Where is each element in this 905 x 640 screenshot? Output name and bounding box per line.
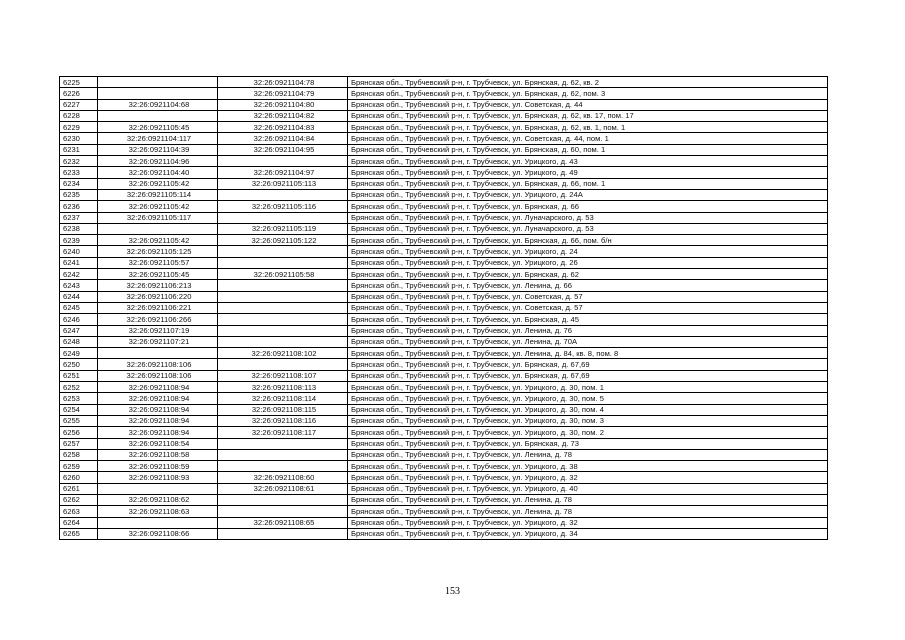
parent-cadastral-number-cell: 32:26:0921108:94 <box>98 404 218 415</box>
table-row <box>60 302 828 313</box>
address-cell: Брянская обл., Трубчевский р-н, г. Трубчевск, ул. Ленина, д. 66 <box>348 280 828 291</box>
row-number-cell: 6259 <box>60 461 98 472</box>
address-cell: Брянская обл., Трубчевский р-н, г. Трубчевск, ул. Урицкого, д. 43 <box>348 156 828 167</box>
object-cadastral-number-cell <box>218 257 348 268</box>
row-number-cell: 6230 <box>60 133 98 144</box>
object-cadastral-number-cell <box>218 449 348 460</box>
table-row <box>60 133 828 144</box>
address-cell: Брянская обл., Трубчевский р-н, г. Трубчевск, ул. Брянская, д. 67,69 <box>348 370 828 381</box>
address-cell: Брянская обл., Трубчевский р-н, г. Трубчевск, ул. Урицкого, д. 24 <box>348 246 828 257</box>
parent-cadastral-number-cell: 32:26:0921108:54 <box>98 438 218 449</box>
address-cell: Брянская обл., Трубчевский р-н, г. Трубчевск, ул. Луначарского, д. 53 <box>348 223 828 234</box>
parent-cadastral-number-cell: 32:26:0921105:45 <box>98 269 218 280</box>
table-row <box>60 77 828 88</box>
row-number-cell: 6236 <box>60 201 98 212</box>
parent-cadastral-number-cell: 32:26:0921108:106 <box>98 370 218 381</box>
object-cadastral-number-cell: 32:26:0921104:80 <box>218 99 348 110</box>
address-cell: Брянская обл., Трубчевский р-н, г. Трубчевск, ул. Брянская, д. 66 <box>348 201 828 212</box>
parent-cadastral-number-cell <box>98 88 218 99</box>
table-row <box>60 506 828 517</box>
parent-cadastral-number-cell: 32:26:0921104:96 <box>98 156 218 167</box>
row-number-cell: 6225 <box>60 77 98 88</box>
parent-cadastral-number-cell: 32:26:0921108:106 <box>98 359 218 370</box>
row-number-cell: 6240 <box>60 246 98 257</box>
parent-cadastral-number-cell: 32:26:0921107:19 <box>98 325 218 336</box>
address-cell: Брянская обл., Трубчевский р-н, г. Трубчевск, ул. Брянская, д. 62, кв. 1, пом. 1 <box>348 122 828 133</box>
object-cadastral-number-cell <box>218 212 348 223</box>
address-cell: Брянская обл., Трубчевский р-н, г. Трубчевск, ул. Брянская, д. 60, пом. 1 <box>348 144 828 155</box>
table-row <box>60 246 828 257</box>
address-cell: Брянская обл., Трубчевский р-н, г. Трубчевск, ул. Урицкого, д. 49 <box>348 167 828 178</box>
table-row <box>60 88 828 99</box>
parent-cadastral-number-cell <box>98 77 218 88</box>
table-row <box>60 494 828 505</box>
table-row <box>60 483 828 494</box>
table-row <box>60 348 828 359</box>
row-number-cell: 6260 <box>60 472 98 483</box>
row-number-cell: 6228 <box>60 110 98 121</box>
row-number-cell: 6232 <box>60 156 98 167</box>
parent-cadastral-number-cell: 32:26:0921108:94 <box>98 415 218 426</box>
address-cell: Брянская обл., Трубчевский р-н, г. Трубчевск, ул. Урицкого, д. 40 <box>348 483 828 494</box>
row-number-cell: 6243 <box>60 280 98 291</box>
address-cell: Брянская обл., Трубчевский р-н, г. Трубчевск, ул. Советская, д. 57 <box>348 291 828 302</box>
address-cell: Брянская обл., Трубчевский р-н, г. Трубчевск, ул. Урицкого, д. 30, пом. 5 <box>348 393 828 404</box>
table-row <box>60 382 828 393</box>
object-cadastral-number-cell: 32:26:0921105:113 <box>218 178 348 189</box>
table-row <box>60 336 828 347</box>
parent-cadastral-number-cell: 32:26:0921106:266 <box>98 314 218 325</box>
parent-cadastral-number-cell: 32:26:0921106:213 <box>98 280 218 291</box>
address-cell: Брянская обл., Трубчевский р-н, г. Трубчевск, ул. Ленина, д. 78 <box>348 506 828 517</box>
table-row <box>60 99 828 110</box>
address-cell: Брянская обл., Трубчевский р-н, г. Трубчевск, ул. Ленина, д. 78 <box>348 494 828 505</box>
object-cadastral-number-cell <box>218 506 348 517</box>
address-cell: Брянская обл., Трубчевский р-н, г. Трубчевск, ул. Советская, д. 57 <box>348 302 828 313</box>
table-body <box>60 77 828 540</box>
table-row <box>60 449 828 460</box>
object-cadastral-number-cell: 32:26:0921108:107 <box>218 370 348 381</box>
parent-cadastral-number-cell <box>98 517 218 528</box>
table-row <box>60 461 828 472</box>
object-cadastral-number-cell <box>218 336 348 347</box>
object-cadastral-number-cell: 32:26:0921104:97 <box>218 167 348 178</box>
row-number-cell: 6237 <box>60 212 98 223</box>
object-cadastral-number-cell <box>218 359 348 370</box>
object-cadastral-number-cell: 32:26:0921108:117 <box>218 427 348 438</box>
object-cadastral-number-cell: 32:26:0921105:119 <box>218 223 348 234</box>
parent-cadastral-number-cell: 32:26:0921108:94 <box>98 393 218 404</box>
object-cadastral-number-cell <box>218 189 348 200</box>
object-cadastral-number-cell <box>218 302 348 313</box>
parent-cadastral-number-cell: 32:26:0921105:125 <box>98 246 218 257</box>
table-row <box>60 212 828 223</box>
table-row <box>60 257 828 268</box>
parent-cadastral-number-cell <box>98 110 218 121</box>
object-cadastral-number-cell: 32:26:0921108:115 <box>218 404 348 415</box>
address-cell: Брянская обл., Трубчевский р-н, г. Трубчевск, ул. Урицкого, д. 26 <box>348 257 828 268</box>
parent-cadastral-number-cell: 32:26:0921108:94 <box>98 427 218 438</box>
table-row <box>60 291 828 302</box>
table-row <box>60 404 828 415</box>
row-number-cell: 6248 <box>60 336 98 347</box>
table-row <box>60 325 828 336</box>
parent-cadastral-number-cell: 32:26:0921108:58 <box>98 449 218 460</box>
address-cell: Брянская обл., Трубчевский р-н, г. Трубчевск, ул. Брянская, д. 62 <box>348 269 828 280</box>
row-number-cell: 6231 <box>60 144 98 155</box>
address-cell: Брянская обл., Трубчевский р-н, г. Трубчевск, ул. Урицкого, д. 38 <box>348 461 828 472</box>
table-row <box>60 472 828 483</box>
page-number: 153 <box>445 586 460 597</box>
row-number-cell: 6238 <box>60 223 98 234</box>
object-cadastral-number-cell <box>218 246 348 257</box>
address-cell: Брянская обл., Трубчевский р-н, г. Трубчевск, ул. Урицкого, д. 32 <box>348 472 828 483</box>
row-number-cell: 6251 <box>60 370 98 381</box>
object-cadastral-number-cell <box>218 325 348 336</box>
row-number-cell: 6255 <box>60 415 98 426</box>
address-cell: Брянская обл., Трубчевский р-н, г. Трубчевск, ул. Брянская, д. 45 <box>348 314 828 325</box>
row-number-cell: 6250 <box>60 359 98 370</box>
object-cadastral-number-cell: 32:26:0921108:116 <box>218 415 348 426</box>
row-number-cell: 6252 <box>60 382 98 393</box>
parent-cadastral-number-cell <box>98 348 218 359</box>
row-number-cell: 6244 <box>60 291 98 302</box>
parent-cadastral-number-cell: 32:26:0921108:59 <box>98 461 218 472</box>
address-cell: Брянская обл., Трубчевский р-н, г. Трубчевск, ул. Урицкого, д. 24А <box>348 189 828 200</box>
address-cell: Брянская обл., Трубчевский р-н, г. Трубчевск, ул. Советская, д. 44, пом. 1 <box>348 133 828 144</box>
address-cell: Брянская обл., Трубчевский р-н, г. Трубчевск, ул. Ленина, д. 76 <box>348 325 828 336</box>
row-number-cell: 6245 <box>60 302 98 313</box>
row-number-cell: 6258 <box>60 449 98 460</box>
row-number-cell: 6262 <box>60 494 98 505</box>
row-number-cell: 6246 <box>60 314 98 325</box>
parent-cadastral-number-cell: 32:26:0921104:68 <box>98 99 218 110</box>
address-cell: Брянская обл., Трубчевский р-н, г. Трубчевск, ул. Урицкого, д. 30, пом. 2 <box>348 427 828 438</box>
object-cadastral-number-cell: 32:26:0921108:61 <box>218 483 348 494</box>
address-cell: Брянская обл., Трубчевский р-н, г. Трубчевск, ул. Брянская, д. 73 <box>348 438 828 449</box>
parent-cadastral-number-cell: 32:26:0921105:117 <box>98 212 218 223</box>
parent-cadastral-number-cell: 32:26:0921108:93 <box>98 472 218 483</box>
address-cell: Брянская обл., Трубчевский р-н, г. Трубчевск, ул. Советская, д. 44 <box>348 99 828 110</box>
address-cell: Брянская обл., Трубчевский р-н, г. Трубчевск, ул. Урицкого, д. 30, пом. 1 <box>348 382 828 393</box>
table-row <box>60 156 828 167</box>
row-number-cell: 6235 <box>60 189 98 200</box>
table-row <box>60 144 828 155</box>
table-row <box>60 528 828 539</box>
object-cadastral-number-cell: 32:26:0921104:82 <box>218 110 348 121</box>
row-number-cell: 6264 <box>60 517 98 528</box>
object-cadastral-number-cell <box>218 528 348 539</box>
row-number-cell: 6239 <box>60 235 98 246</box>
table-row <box>60 178 828 189</box>
table-row <box>60 517 828 528</box>
object-cadastral-number-cell: 32:26:0921108:114 <box>218 393 348 404</box>
address-cell: Брянская обл., Трубчевский р-н, г. Трубчевск, ул. Брянская, д. 66, пом. б/н <box>348 235 828 246</box>
parent-cadastral-number-cell: 32:26:0921108:94 <box>98 382 218 393</box>
object-cadastral-number-cell: 32:26:0921108:65 <box>218 517 348 528</box>
parent-cadastral-number-cell: 32:26:0921105:114 <box>98 189 218 200</box>
address-cell: Брянская обл., Трубчевский р-н, г. Трубчевск, ул. Брянская, д. 67,69 <box>348 359 828 370</box>
table-row <box>60 201 828 212</box>
address-cell: Брянская обл., Трубчевский р-н, г. Трубчевск, ул. Ленина, д. 70А <box>348 336 828 347</box>
address-cell: Брянская обл., Трубчевский р-н, г. Трубчевск, ул. Луначарского, д. 53 <box>348 212 828 223</box>
address-cell: Брянская обл., Трубчевский р-н, г. Трубчевск, ул. Урицкого, д. 30, пом. 3 <box>348 415 828 426</box>
object-cadastral-number-cell <box>218 280 348 291</box>
address-cell: Брянская обл., Трубчевский р-н, г. Трубчевск, ул. Брянская, д. 62, кв. 17, пом. 17 <box>348 110 828 121</box>
parent-cadastral-number-cell: 32:26:0921104:39 <box>98 144 218 155</box>
table-row <box>60 269 828 280</box>
object-cadastral-number-cell: 32:26:0921105:122 <box>218 235 348 246</box>
table-row <box>60 415 828 426</box>
table-row <box>60 438 828 449</box>
row-number-cell: 6241 <box>60 257 98 268</box>
table-row <box>60 393 828 404</box>
object-cadastral-number-cell: 32:26:0921104:79 <box>218 88 348 99</box>
object-cadastral-number-cell: 32:26:0921104:78 <box>218 77 348 88</box>
cadastral-register-table <box>59 76 828 540</box>
address-cell: Брянская обл., Трубчевский р-н, г. Трубчевск, ул. Урицкого, д. 32 <box>348 517 828 528</box>
table-row <box>60 223 828 234</box>
row-number-cell: 6265 <box>60 528 98 539</box>
parent-cadastral-number-cell: 32:26:0921105:42 <box>98 201 218 212</box>
object-cadastral-number-cell: 32:26:0921108:102 <box>218 348 348 359</box>
address-cell: Брянская обл., Трубчевский р-н, г. Трубчевск, ул. Ленина, д. 78 <box>348 449 828 460</box>
row-number-cell: 6257 <box>60 438 98 449</box>
address-cell: Брянская обл., Трубчевский р-н, г. Трубчевск, ул. Брянская, д. 66, пом. 1 <box>348 178 828 189</box>
row-number-cell: 6227 <box>60 99 98 110</box>
parent-cadastral-number-cell: 32:26:0921106:220 <box>98 291 218 302</box>
address-cell: Брянская обл., Трубчевский р-н, г. Трубчевск, ул. Ленина, д. 84, кв. 8, пом. 8 <box>348 348 828 359</box>
table-row <box>60 359 828 370</box>
parent-cadastral-number-cell: 32:26:0921107:21 <box>98 336 218 347</box>
address-cell: Брянская обл., Трубчевский р-н, г. Трубчевск, ул. Урицкого, д. 30, пом. 4 <box>348 404 828 415</box>
parent-cadastral-number-cell: 32:26:0921108:63 <box>98 506 218 517</box>
parent-cadastral-number-cell: 32:26:0921108:62 <box>98 494 218 505</box>
object-cadastral-number-cell: 32:26:0921105:116 <box>218 201 348 212</box>
row-number-cell: 6249 <box>60 348 98 359</box>
object-cadastral-number-cell: 32:26:0921104:83 <box>218 122 348 133</box>
parent-cadastral-number-cell: 32:26:0921104:40 <box>98 167 218 178</box>
object-cadastral-number-cell <box>218 291 348 302</box>
object-cadastral-number-cell: 32:26:0921108:113 <box>218 382 348 393</box>
object-cadastral-number-cell: 32:26:0921105:58 <box>218 269 348 280</box>
table-row <box>60 235 828 246</box>
table-row <box>60 167 828 178</box>
table-row <box>60 280 828 291</box>
table-row <box>60 314 828 325</box>
row-number-cell: 6229 <box>60 122 98 133</box>
object-cadastral-number-cell: 32:26:0921104:84 <box>218 133 348 144</box>
object-cadastral-number-cell <box>218 156 348 167</box>
object-cadastral-number-cell: 32:26:0921108:60 <box>218 472 348 483</box>
object-cadastral-number-cell <box>218 461 348 472</box>
parent-cadastral-number-cell: 32:26:0921106:221 <box>98 302 218 313</box>
row-number-cell: 6234 <box>60 178 98 189</box>
table-row <box>60 427 828 438</box>
object-cadastral-number-cell: 32:26:0921104:95 <box>218 144 348 155</box>
row-number-cell: 6247 <box>60 325 98 336</box>
row-number-cell: 6233 <box>60 167 98 178</box>
parent-cadastral-number-cell <box>98 483 218 494</box>
table-row <box>60 189 828 200</box>
row-number-cell: 6256 <box>60 427 98 438</box>
table-row <box>60 110 828 121</box>
row-number-cell: 6242 <box>60 269 98 280</box>
parent-cadastral-number-cell: 32:26:0921105:42 <box>98 235 218 246</box>
object-cadastral-number-cell <box>218 494 348 505</box>
parent-cadastral-number-cell: 32:26:0921105:42 <box>98 178 218 189</box>
parent-cadastral-number-cell: 32:26:0921104:117 <box>98 133 218 144</box>
object-cadastral-number-cell <box>218 314 348 325</box>
parent-cadastral-number-cell: 32:26:0921105:57 <box>98 257 218 268</box>
parent-cadastral-number-cell <box>98 223 218 234</box>
row-number-cell: 6226 <box>60 88 98 99</box>
row-number-cell: 6261 <box>60 483 98 494</box>
object-cadastral-number-cell <box>218 438 348 449</box>
table-row <box>60 370 828 381</box>
row-number-cell: 6254 <box>60 404 98 415</box>
address-cell: Брянская обл., Трубчевский р-н, г. Трубчевск, ул. Урицкого, д. 34 <box>348 528 828 539</box>
parent-cadastral-number-cell: 32:26:0921105:45 <box>98 122 218 133</box>
row-number-cell: 6253 <box>60 393 98 404</box>
row-number-cell: 6263 <box>60 506 98 517</box>
address-cell: Брянская обл., Трубчевский р-н, г. Трубчевск, ул. Брянская, д. 62, кв. 2 <box>348 77 828 88</box>
parent-cadastral-number-cell: 32:26:0921108:66 <box>98 528 218 539</box>
address-cell: Брянская обл., Трубчевский р-н, г. Трубчевск, ул. Брянская, д. 62, пом. 3 <box>348 88 828 99</box>
table-row <box>60 122 828 133</box>
